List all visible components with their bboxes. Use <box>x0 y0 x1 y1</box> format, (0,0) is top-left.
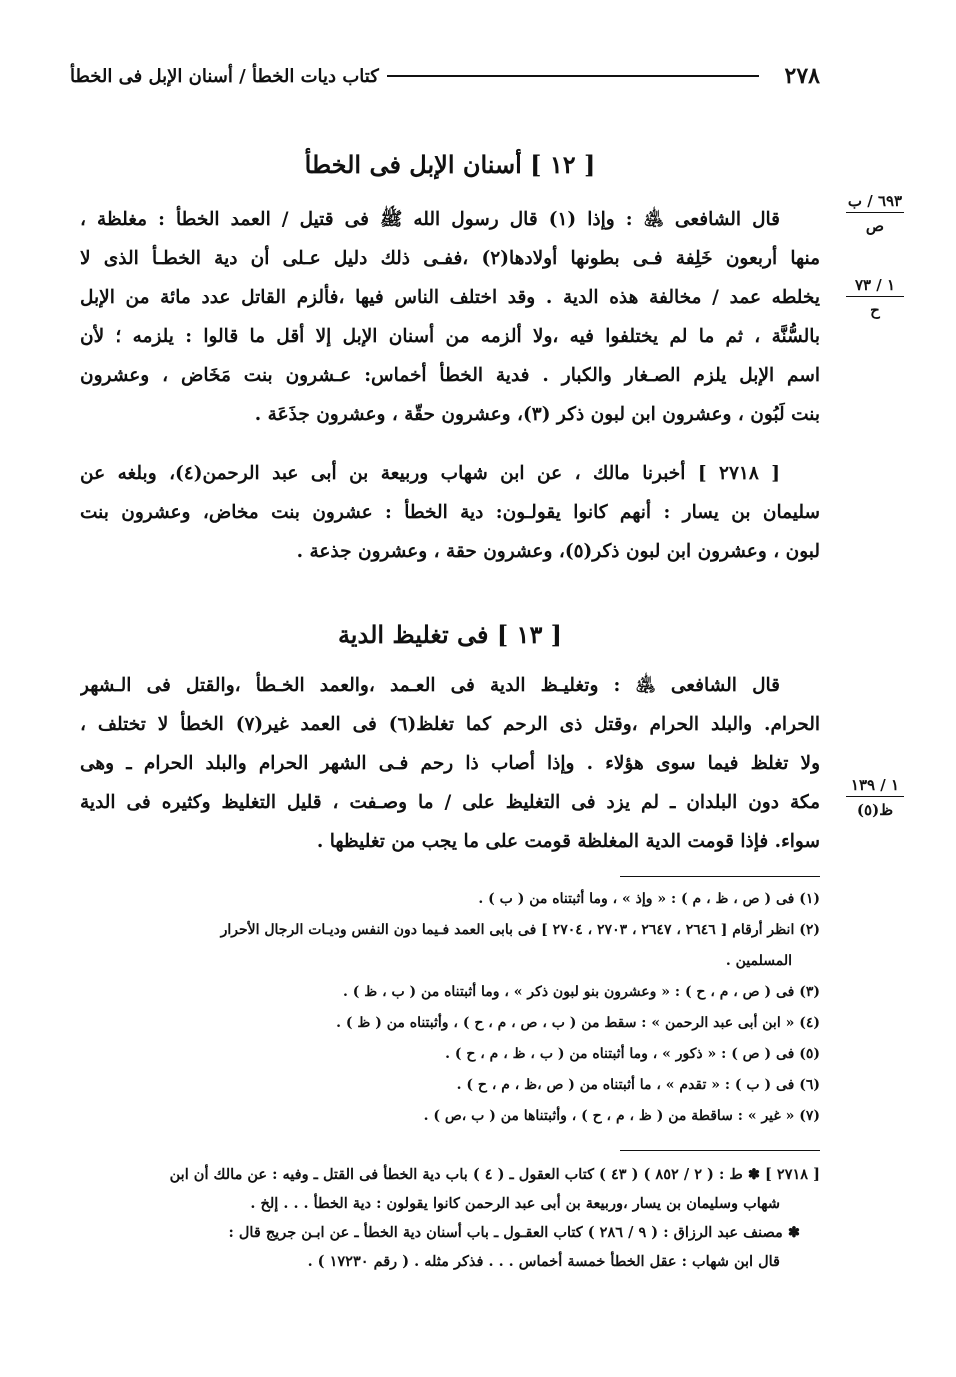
section-title-13: [ ١٣ ] فى تغليظ الدية <box>337 620 563 649</box>
text-line: يخلطه عمد / مخالفة هذه الدية . وقد اختلف الناس فيها ،فألزم القاتل عدد مائة من الإبل <box>80 287 820 308</box>
running-title: كتاب ديات الخطأ / أسنان الإبل فى الخطأ <box>70 65 379 87</box>
footnote: (٧) « غير » : ساقطة من ( ظ ، م ، ح ) ، وأثبتناها من ( ب ،ص ) . <box>423 1108 820 1124</box>
text-line: قال الشافعى ﵁ : وإذا (١) قال رسول الله ﷺ فى قتيل / العمد الخطأ : مغلظة ، <box>80 209 780 230</box>
text-line: بالسُّنَّة ، ثم ما لم يختلفوا فيه ،ولا ألزمه من أسنان الإبل إلا أقل ما قالوا : يلزمه ؛ لأن <box>80 326 820 347</box>
margin-note <box>846 276 904 319</box>
text-line: لبون ، وعشرون ابن لبون ذكر(٥)، وعشرون حقة ، وعشرون جذعة . <box>296 541 820 562</box>
text-line: سليمان بن يسار : أنهم كانوا يقولـون: دية الخطأ : عشرون بنت مخاض، وعشرون بنت <box>80 502 820 523</box>
margin-note-folio: ١ / ١٣٩ <box>846 776 904 797</box>
margin-note-folio: ١ / ٧٣ <box>846 276 904 297</box>
margin-note-siglum: ح <box>870 301 880 319</box>
page-number: ٢٧٨ <box>784 63 820 89</box>
paragraph-shafii-12 <box>80 200 820 434</box>
footnote: (٢) انظر أرقام [ ٢٦٤٦ ، ٢٦٤٧ ، ٢٧٠٣ ، ٢٧٠٤ ] فى بابى العمد فـيما دون النفس وديـات الرجال الأحرار <box>220 922 820 938</box>
margin-note-siglum: ص <box>865 217 885 235</box>
page-header <box>70 62 820 90</box>
margin-note <box>846 776 904 819</box>
header-rule <box>387 75 759 77</box>
references <box>80 1160 820 1276</box>
text-line: [ ٢٧١٨ ] أخبرنا مالك ، عن ابن شهاب وربيعة بن أبى عبد الرحمن(٤)، وبلغه عن <box>80 463 780 484</box>
margin-note-siglum: ظ(٥) <box>856 801 894 819</box>
footnote: المسلمين . <box>725 953 792 969</box>
footnotes <box>80 884 820 1132</box>
footnote: (١) فى ( ص ، ظ ، م ) : « وإذ » ، وما أثبتناه من ( ب ) . <box>478 891 820 907</box>
footnote: (٣) فى ( ص ، م ، ح ) : « وعشرون بنو لبون ذكر » ، وما أثبتناه من ( ب ، ظ ) . <box>343 984 820 1000</box>
footnote: (٤) « ابن أبى عبد الرحمن » : سقط من ( ب ، ص ، م ، ح ) ، وأثبتناه من ( ظ ) . <box>336 1015 820 1031</box>
paragraph-hadith-2718 <box>80 454 820 571</box>
references-rule <box>620 1150 820 1151</box>
text-line: اسم الإبل يلزم الصـغار والكبار . فدية الخطأ أخماس: عـشرون بنت مَخَاض ، وعشرون <box>80 365 820 386</box>
margin-note <box>846 192 904 235</box>
text-line: بنت لَبُون ، وعشرون ابن لبون ذكر (٣)، وعشرون حقّة ، وعشرون جذَعَة . <box>254 404 820 425</box>
footnote: (٦) فى ( ب ) : « تقدم » ، ما أثبتناه من ( ص ،ظ ، م ، ح ) . <box>456 1077 820 1093</box>
reference-line: [ ٢٧١٨ ] ✽ ط : ( ٢ / ٨٥٢ ) ( ٤٣ ) كتاب العقول ـ ( ٤ ) باب دية الخطأ فى القتل ـ وفيه : عن مالك أن ابن <box>169 1166 820 1183</box>
text-line: مكة دون البلدان ـ لم يزد فى التغليظ على / ما وصـفت ، قليل التغليظ وكثيره فى الدية <box>80 792 820 813</box>
reference-line: شهاب وسليمان بن يسار ،وربيعة بن أبى عبد الرحمن كانوا يقولون : دية الخطأ . . . إلخ . <box>250 1195 780 1212</box>
text-line: سواء. فإذا قومت الدية المغلظة قومت على ما يجب من تغليظها . <box>316 831 820 852</box>
text-line: ولا تغلظ فيما سوى هؤلاء . وإذا أصاب ذا رحم فـى الشهر الحرام والبلد الحرام ـ وهى <box>80 753 820 774</box>
footnote-rule <box>620 876 820 877</box>
text-line: الحرام. والبلد الحرام ،وقتل ذى الرحم كما تغلظ(٦) فى العمد غير(٧) الخطأ لا تختلف ، <box>80 714 820 735</box>
text-line: منها أربعون خَلِفة فـى بطونها أولادها(٢) ،ففـى ذلك دليل عـلى أن دية الخطـأ الذى لا <box>80 248 820 269</box>
section-title-12: [ ١٢ ] أسنان الإبل فى الخطأ <box>304 150 596 179</box>
footnote: (٥) فى ( ص ) : « ذكور » ، وما أثبتناه من ( ب ، ظ ، م ، ح ) . <box>445 1046 820 1062</box>
margin-note-folio: ٦٩٣ / ب <box>846 192 904 213</box>
reference-line: قال ابن شهاب : عقل الخطأ خمسة أخماس . . . فذكر مثله . ( رقم ١٧٢٣٠ ) . <box>307 1253 780 1270</box>
reference-line: ✽ مصنف عبد الرزاق : ( ٩ / ٢٨٦ ) كتاب العقـول ـ باب أسنان دية الخطأ ـ عن ابـن جريج قال : <box>228 1224 800 1241</box>
paragraph-shafii-13 <box>80 666 820 861</box>
text-line: قال الشافعى ﵁ : وتغليـظ الدية فى العـمد ،والعمد الخـطأ ،والقتل فى الـشهر <box>80 675 780 696</box>
